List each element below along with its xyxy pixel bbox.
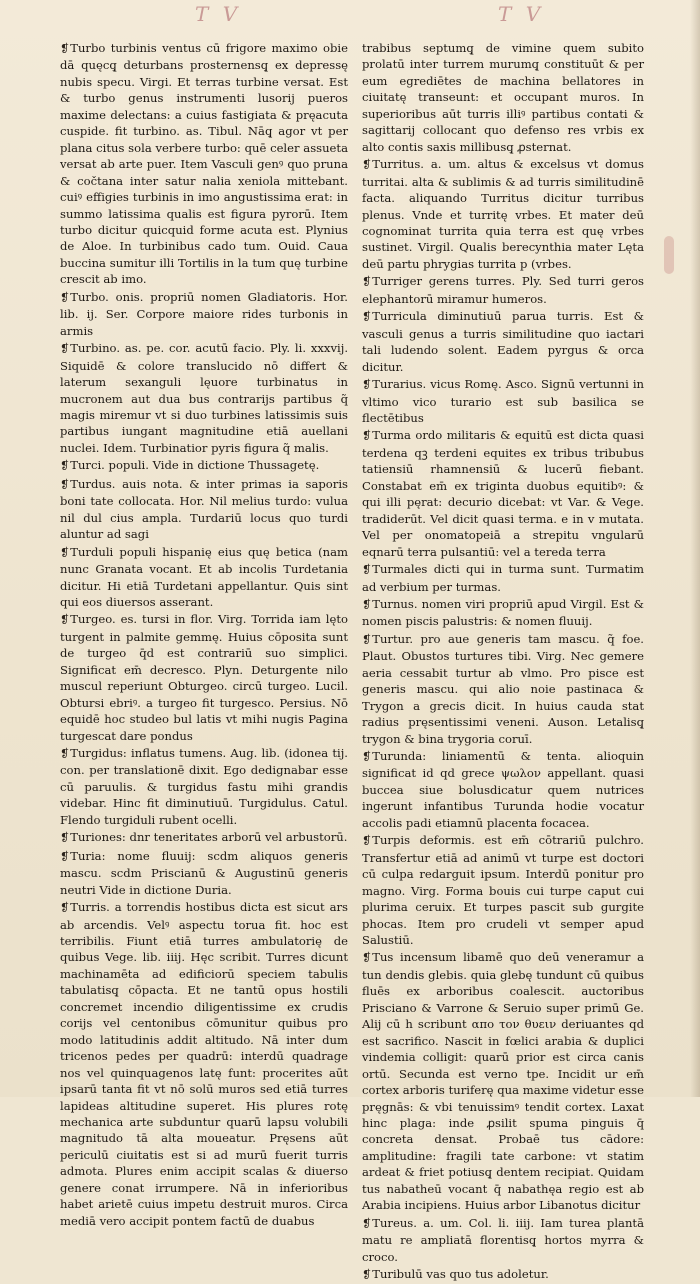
paragraph-mark-icon: ❡ (362, 1268, 372, 1282)
paragraph-mark-icon: ❡ (362, 597, 372, 611)
running-head-left: T V (195, 2, 242, 26)
paragraph-mark-icon: ❡ (60, 459, 70, 473)
paragraph-mark-icon: ❡ (60, 477, 70, 491)
entry-turduli (60, 544, 348, 611)
running-head-right: T V (498, 2, 545, 26)
entry-text: Turbino. as. pe. cor. acutū facio. Ply. li. xxxvij. Siquidē & colore translucido nō differt & laterum sexanguli lęuore turbinatus in mucronem aut dua bus contrarijs partibus q̃ magis miremur vt si duo turbines latissimis suis partibus iungant magnitudine etiā auellani nuclei. Idem. Turbinatior pyris figura q̃ malis. (60, 341, 348, 455)
paragraph-mark-icon: ❡ (362, 158, 372, 172)
paragraph-mark-icon: ❡ (60, 42, 70, 55)
entry-text: Turiones: dnr teneritates arborū vel arbustorū. (70, 830, 348, 845)
entry-turiones (60, 829, 348, 846)
entry-turricula (362, 308, 644, 375)
paragraph-mark-icon: ❡ (362, 632, 372, 646)
entry-turnus (362, 596, 644, 630)
entry-text: Turbo. onis. propriū nomen Gladiatoris. Hor. lib. ij. Ser. Corpore maiore rides turbonis in armis (60, 289, 348, 338)
paragraph-mark-icon: ❡ (362, 750, 372, 764)
entry-turgeo (60, 611, 348, 744)
entry-turbino (60, 340, 348, 456)
entry-turris (60, 899, 348, 1229)
entry-turma (362, 427, 644, 560)
entry-turgidus (60, 745, 348, 828)
paragraph-mark-icon: ❡ (60, 901, 70, 915)
entry-text: Turgidus: inflatus tumens. Aug. lib. (idonea tij. con. per translationē dixit. Ego dedignabar esse cū paruulis. & turgidus fastu mihi grandis videbar. Hinc fit diminutiuū. Turgidulus. Catul. Flendo turgiduli rubent ocelli. (60, 746, 348, 827)
entry-text: Tureus. a. um. Col. li. iiij. Iam turea plantā matu re ampliatā florentisq̧ hortos myrra & croco. (362, 1215, 644, 1264)
entry-text: Turriger gerens turres. Ply. Sed turri geros elephantorū miramur humeros. (362, 274, 644, 306)
entry-text: Turbo turbinis ventus cū frigore maximo obie dā quęcq̧ deturbans prosternensq̧ ex depressę nubis specu. Virgi. Et terras turbine versat. Est & turbo genus instrumenti lusorij pueros maxime delectans: a cuius fastigiata & pręacuta cuspide. fit turbino. as. Tibul. Nāq̧ agor vt per plana citus sola verbere turbo: quē celer assueta versat ab arte puer. Item Vasculi genꝰ quo pruna & cočtana inter satur nalia xeniola mittebant. cuiꝰ effigies turbinis in imo angustissima erat: in summo latissima qualis est figura pyrorū. Item turbo dicitur quicquid forme acuta est. Plynius de Aloe. In turbinibus cado tum. Ouid. Caua buccina sumitur illi Tortilis in la tum quę turbine crescit ab imo. (60, 41, 348, 287)
entry-text: Turibulū vas quo tus adoletur. (372, 1267, 549, 1282)
entry-text: trabibus septumq̧ de vimine quem subito prolatū inter turrem murumq̧ constituūt & per eum egrediētes de machina bellatores in ciuitatę transeunt: et occupant muros. In superioribus aūt turris illiꝰ partibus contati & sagittarij collocant quo defenso res vrbis ex alto contis saxis millibusq̧ ꝓsternat. (362, 41, 644, 154)
entry-turbo (60, 40, 348, 288)
entry-text: Turmales dicti qui in turma sunt. Turmatim ad verbium per turmas. (362, 562, 644, 594)
entry-text: Turunda: liniamentū & tenta. alioquin significat id qd grece ψωλον appellant. quasi buccea siue bolusdicatur quem nutrices ingerunt infantibus Turunda hodie vocatur accolis padi etiamnū placenta focacea. (362, 749, 644, 830)
running-head (0, 0, 700, 30)
entry-turtur (362, 631, 644, 747)
paragraph-mark-icon: ❡ (60, 290, 70, 304)
entry-tus (362, 949, 644, 1213)
entry-text: Turnus. nomen viri propriū apud Virgil. Est & nomen piscis palustris: & nomen fluuij. (362, 596, 644, 629)
paragraph-mark-icon: ❡ (362, 275, 372, 289)
entry-turci (60, 457, 348, 474)
entry-text: Turarius. vicus Romę. Asco. Signū vertunni in vltimo vico turario est sub basilica se flectētibus (362, 377, 644, 425)
entry-text: Turduli populi hispanię eius quę betica (nam nunc Granata vocant. Et ab incolis Turdetania dicitur. Hi etiā Turdetani appellantur. Quis sint qui eos diuersos asserant. (60, 544, 348, 609)
paragraph-mark-icon: ❡ (60, 342, 70, 356)
paragraph-mark-icon: ❡ (362, 310, 372, 324)
entry-text: Turdus. auis nota. & inter primas ia saporis boni tate collocata. Hor. Nil melius turdo: vulua nil dul cius ampla. Turdariū locus quo turdi aluntur ad sagi (60, 476, 348, 542)
entry-text: Turritus. a. um. altus & excelsus vt domus turritai. alta & sublimis & ad turris similitudinē facta. aliquando Turritus dicitur turribus plenus. Vnde et turritę vrbes. Et mater deū cognominat turrita quia terra est quę vrbes sustinet. Virgil. Qualis berecynthia mater Lęta deū partu phrygias turrita p (vrbes. (362, 157, 644, 271)
entry-turarius (362, 376, 644, 426)
paragraph-mark-icon: ❡ (362, 951, 372, 965)
page-stain (664, 236, 674, 274)
paragraph-mark-icon: ❡ (60, 545, 70, 559)
paragraph-mark-icon: ❡ (362, 563, 372, 577)
entry-text: Turris. a torrendis hostibus dicta est sicut ars ab arcendis. Velꝰ aspectu torua fit. hoc est terribilis. Fiunt etiā turres ambulatorię de quibus Vege. lib. iiij. Hęc scribit. Turres dicunt machinamēta ad edificiorū speciem tabulis tabulatisq̧ cōpacta. Et ne tantū opus hostili concremet incendio diligentissime ex crudis corijs vel centonibus cōmunitur quibus pro modo latitudinis addit altitudo. Nā inter dum tricenos pedes per quadrū: interdū quadrage nos vel quinquagenos latę funt: procerites aūt ipsarū tanta fit vt nō solū muros sed etiā turres lapideas altitudine superet. His plures rotę mechanica arte subduntur quarū lapsu volubili magnitudo tā alta moueatur. Pręsens aūt periculū ciuitatis est si ad murū fuerit turris admota. Plures enim accipit scalas & diuerso genere conat irrumpere. Nā in inferioribus habet arietē cuius impetu destruit muros. Circa mediā vero accipit pontem factū de duabus (60, 900, 348, 1228)
entry-turpis (362, 832, 644, 948)
entry-turunda (362, 748, 644, 831)
paragraph-mark-icon: ❡ (362, 1216, 372, 1230)
entry-turris-continued (362, 40, 644, 155)
entry-text: Turpis deformis. est em̄ cōtrariū pulchro. Transfertur etiā ad animū vt turpe est doctori cū culpa redarguit ipsum. Interdū ponitur pro magno. Virg. Forma bouis cui turpe caput cui plurima ceruix. Et turpes pascit sub gurgite phocas. Item pro crudeli vt semper apud Salustiū. (362, 833, 644, 948)
entry-text: Turricula diminutiuū parua turris. Est & vasculi genus a turris similitudine quo iactari tali ludendo solent. Eadem pyrgus & orca dicitur. (362, 309, 644, 374)
page-edge-shadow (690, 0, 700, 1097)
entry-text: Turgeo. es. tursi in flor. Virg. Torrida iam lęto turgent in palmite gemmę. Huius cōposita sunt de turgeo q̄d est contrariū suo simplici. Significat em̄ decresco. Plyn. Deturgente nilo muscul reperiunt Obturgeo. circū turgeo. Lucil. Obtursi ebriꝰ. a turgeo fit turgesco. Persius. Nō equidē hoc studeo bul latis vt mihi nugis Pagina turgescat dare pondus (60, 612, 348, 743)
entry-text: Turci. populi. Vide in dictione Thussagetę. (70, 458, 320, 473)
entry-text: Tus incensum libamē quo deū veneramur a tun dendis glebis. quia glebę tundunt cū quibus fluēs ex arboribus coalescit. auctoribus Prisciano & Varrone & Seruio super primū Ge. Alij cū h scribunt απο τον θυειν deriuantes qd est sacrifico. Nascit in fœlici arabia & duplici vindemia colligit: quarū prior est circa canis ortū. Secunda est verno tpe. Incidit ur em̄ cortex arboris turiferę qua maxime videtur esse pręgnās: & vbi tenuissimꝰ tendit cortex. Laxat hinc plaga: inde ꝓsilit spuma pinguis q̄ concreta densat. Probaē tus cādore: amplitudine: fragili tate carbone: vt statim ardeat & friet potiusq̧ dentem recipiat. Quidam tus nabatheū vocant q̄ nabathęa regio est ab Arabia incipiens. Huius arbor Libanotus dicitur (362, 950, 644, 1213)
entry-tureus (362, 1215, 644, 1265)
entry-turmales (362, 561, 644, 595)
entry-turia (60, 848, 348, 898)
paragraph-mark-icon: ❡ (60, 831, 70, 845)
paragraph-mark-icon: ❡ (362, 378, 372, 392)
paragraph-mark-icon: ❡ (60, 849, 70, 863)
entry-text: Turma ordo militaris & equitū est dicta quasi terdena qꝫ terdeni equites ex tribus tribubus tatiensiū rhamnensiū & lucerū fiebant. Constabat em̄ ex triginta duobus equitibꝰ: & qui illi pęrat: decurio dicebat: vt Var. & Vege. tradiderūt. Vel dicit quasi terma. e in v mutata. Vel per onomatopeiā a strepitu vngularū eqnarū terra pulsantiū: vel a tereda terra (362, 428, 644, 559)
entry-turriger (362, 273, 644, 307)
entry-turbo-onis (60, 289, 348, 339)
entry-text: Turia: nome fluuij: scdm aliquos generis mascu. scdm Priscianū & Augustinū generis neutri Vide in dictione Duria. (60, 848, 348, 897)
paragraph-mark-icon: ❡ (362, 429, 372, 443)
entry-turibulum (362, 1266, 644, 1283)
entry-turdus (60, 476, 348, 543)
paragraph-mark-icon: ❡ (60, 747, 70, 761)
entry-text: Turtur. pro aue generis tam mascu. q̃ foe. Plaut. Obustos turtures tibi. Virg. Nec gemere aeria cessabit turtur ab vlmo. Pro pisce est generis mascu. qui alio noie pastinaca & Trygon a grecis dicit. In huius cauda stat radius pręsentissimi veneni. Auson. Letalisq̧ trygon & bina trygoria coruī. (362, 631, 644, 746)
paragraph-mark-icon: ❡ (362, 834, 372, 848)
entry-turritus (362, 156, 644, 272)
paragraph-mark-icon: ❡ (60, 613, 70, 627)
right-column (362, 40, 644, 1284)
left-column (60, 40, 348, 1229)
